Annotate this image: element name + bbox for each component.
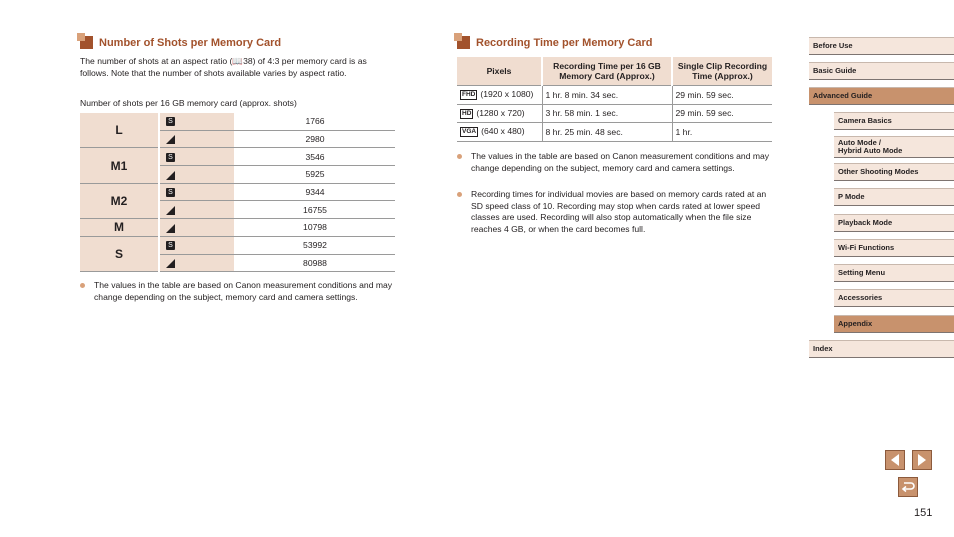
sidebar-item-playback-mode[interactable]: Playback Mode: [834, 214, 954, 232]
shots-value: 9344: [235, 183, 396, 201]
clip-time: 1 hr.: [672, 123, 772, 142]
normal-quality-icon: [166, 171, 175, 180]
normal-quality-icon: [166, 224, 175, 233]
sidebar-item-basic-guide[interactable]: Basic Guide: [809, 62, 954, 80]
fine-quality-icon: S: [166, 117, 175, 126]
table-row: [80, 219, 395, 237]
shots-note: The values in the table are based on Canon measurement conditions and may change depending on the subject, memory card and camera settings.: [80, 280, 395, 303]
fine-quality-icon: S: [166, 241, 175, 250]
arrow-right-icon: [918, 454, 926, 466]
resolution-cell: L: [80, 113, 159, 148]
table-row: HD (1280 x 720) 3 hr. 58 min. 1 sec. 29 min. 59 sec.: [457, 104, 772, 123]
normal-quality-icon: [166, 135, 175, 144]
recording-note-1: The values in the table are based on Canon measurement conditions and may change depending on the subject, memory card and camera settings.: [457, 151, 772, 174]
resolution-cell: M: [80, 219, 159, 237]
sidebar-item-advanced-guide[interactable]: Advanced Guide: [809, 87, 954, 105]
sidebar-item-accessories[interactable]: Accessories: [834, 289, 954, 307]
recording-time: 3 hr. 58 min. 1 sec.: [542, 104, 672, 123]
shots-table: [80, 113, 395, 272]
table-row: [80, 148, 395, 166]
shots-value: 3546: [235, 148, 396, 166]
shots-value: 53992: [235, 236, 396, 254]
shots-caption: Number of shots per 16 GB memory card (approx. shots): [80, 98, 297, 108]
normal-quality-icon: [166, 259, 175, 268]
previous-page-button[interactable]: [885, 450, 905, 470]
shots-value: 5925: [235, 166, 396, 184]
table-row: [80, 183, 395, 201]
return-arrow-icon: [901, 481, 915, 493]
recording-time: 1 hr. 8 min. 34 sec.: [542, 86, 672, 105]
section-marker-icon: [80, 36, 93, 49]
recording-table: [457, 57, 772, 142]
return-button[interactable]: [898, 477, 918, 497]
clip-time: 29 min. 59 sec.: [672, 104, 772, 123]
sidebar-item-setting-menu[interactable]: Setting Menu: [834, 264, 954, 282]
sidebar-item-before-use[interactable]: Before Use: [809, 37, 954, 55]
book-ref-icon: 📖: [232, 56, 244, 66]
shots-value: 80988: [235, 254, 396, 272]
recording-section-title: [457, 36, 652, 49]
recording-time: 8 hr. 25 min. 48 sec.: [542, 123, 672, 142]
page-number: 151: [914, 507, 933, 519]
resolution-cell: M2: [80, 183, 159, 218]
section-marker-icon: [457, 36, 470, 49]
table-row: FHD (1920 x 1080) 1 hr. 8 min. 34 sec. 29 min. 59 sec.: [457, 86, 772, 105]
fine-quality-icon: S: [166, 153, 175, 162]
sidebar-item-camera-basics[interactable]: Camera Basics: [834, 112, 954, 130]
sidebar-item-index[interactable]: Index: [809, 340, 954, 358]
sidebar-item-auto-mode[interactable]: Auto Mode / Hybrid Auto Mode: [834, 136, 954, 158]
shots-value: 16755: [235, 201, 396, 219]
header-clip-time: Single Clip Recording Time (Approx.): [672, 57, 772, 86]
header-pixels: Pixels: [457, 57, 542, 86]
header-recording-time: Recording Time per 16 GB Memory Card (Approx.): [542, 57, 672, 86]
recording-note-2: Recording times for individual movies are based on memory cards rated at an SD speed class of 10. Recording may stop when cards rated at lower speed classes are used. Recording will also stop automatically when the file size reaches 4 GB, or when the card becomes full.: [457, 189, 772, 235]
table-row: [80, 113, 395, 130]
table-header-row: [457, 57, 772, 86]
sidebar-item-p-mode[interactable]: P Mode: [834, 188, 954, 206]
clip-time: 29 min. 59 sec.: [672, 86, 772, 105]
fine-quality-icon: S: [166, 188, 175, 197]
movie-vga-icon: VGA: [462, 128, 477, 136]
movie-hd-icon: HD: [462, 109, 472, 117]
shots-value: 10798: [235, 219, 396, 237]
table-row: VGA (640 x 480) 8 hr. 25 min. 48 sec. 1 hr.: [457, 123, 772, 142]
shots-value: 2980: [235, 130, 396, 148]
sidebar-item-wifi-functions[interactable]: Wi-Fi Functions: [834, 239, 954, 257]
bullet-icon: [80, 283, 85, 288]
movie-fhd-icon: FHD: [462, 91, 476, 99]
sidebar-item-appendix[interactable]: Appendix: [834, 315, 954, 333]
table-row: [80, 236, 395, 254]
arrow-left-icon: [891, 454, 899, 466]
resolution-cell: M1: [80, 148, 159, 183]
sidebar-item-other-shooting-modes[interactable]: Other Shooting Modes: [834, 163, 954, 181]
resolution-cell: S: [80, 236, 159, 271]
shots-intro: The number of shots at an aspect ratio (📖38) of 4:3 per memory card is as follows. Note that the number of shots available varies by aspect ratio.: [80, 56, 367, 78]
shots-section-title: [80, 36, 281, 49]
shots-title-text: Number of Shots per Memory Card: [99, 36, 282, 49]
normal-quality-icon: [166, 206, 175, 215]
bullet-icon: [457, 154, 462, 159]
recording-title-text: Recording Time per Memory Card: [476, 36, 653, 49]
shots-value: 1766: [235, 113, 396, 130]
bullet-icon: [457, 192, 462, 197]
next-page-button[interactable]: [912, 450, 932, 470]
